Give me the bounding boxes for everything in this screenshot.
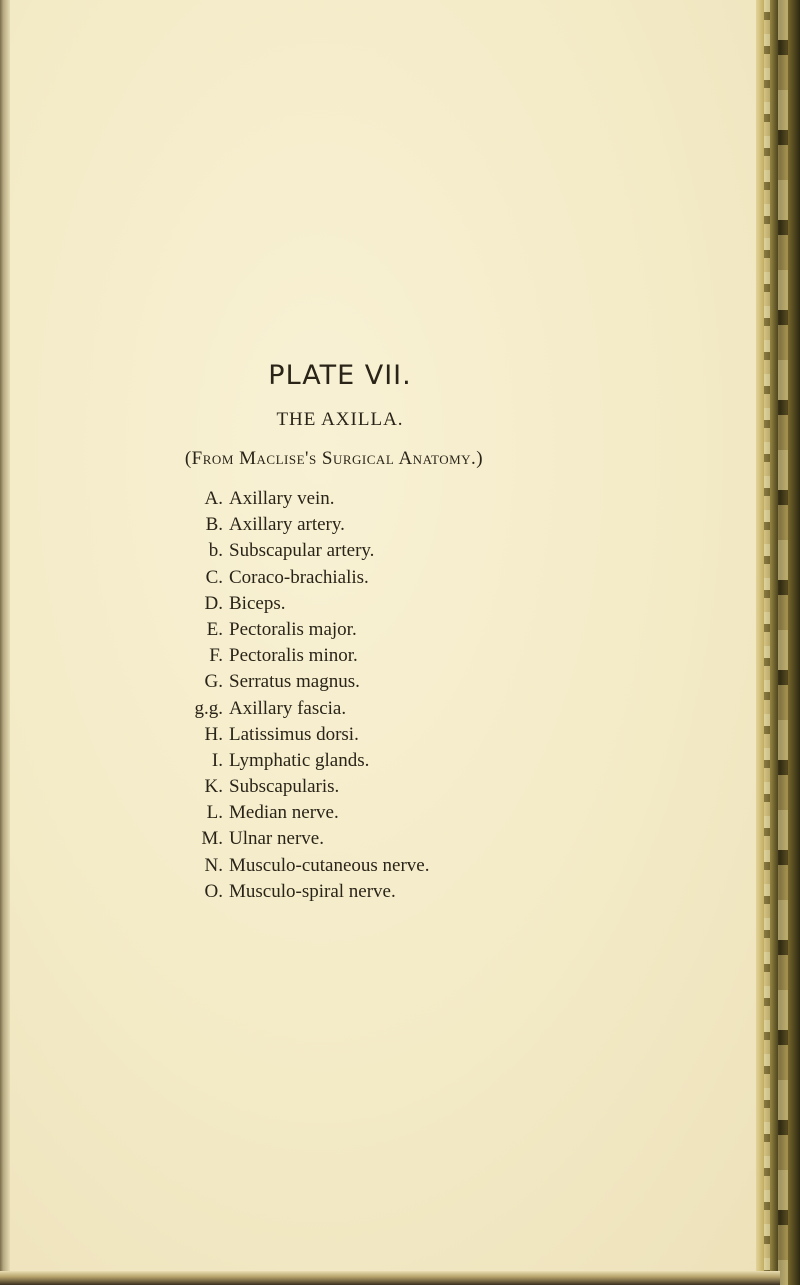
legend-key: L. [206, 802, 223, 824]
legend-label: Ulnar nerve. [229, 828, 324, 850]
legend-item [186, 853, 546, 879]
plate-source-note: (From Maclise's Surgical Anatomy.) [184, 448, 484, 469]
legend-label: Axillary fascia. [229, 697, 347, 719]
legend-item [186, 565, 546, 591]
legend-key: G. [204, 671, 223, 693]
legend-item [186, 486, 546, 512]
legend-item [186, 879, 546, 905]
legend-item [186, 722, 546, 748]
legend-item [186, 669, 546, 695]
legend-label: Musculo-cutaneous nerve. [229, 854, 430, 876]
legend-key: C. [205, 566, 223, 588]
legend-key: N. [204, 854, 223, 876]
legend-label: Pectoralis minor. [229, 645, 358, 667]
legend-key: H. [204, 723, 223, 745]
legend-key: E. [206, 618, 223, 640]
legend-item [186, 512, 546, 538]
legend-item [186, 800, 546, 826]
legend-key: D. [204, 592, 223, 614]
legend-label: Latissimus dorsi. [229, 723, 359, 745]
legend-label: Serratus magnus. [229, 671, 360, 693]
plate-subtitle: THE AXILLA. [276, 409, 404, 430]
legend-key: I. [211, 749, 223, 771]
legend-label: Axillary vein. [229, 488, 335, 509]
legend-item [186, 696, 546, 722]
legend-label: Lymphatic glands. [229, 749, 370, 771]
legend-item [186, 774, 546, 800]
legend-label: Pectoralis major. [229, 618, 357, 640]
legend-item [186, 748, 546, 774]
legend-key: g.g. [194, 697, 223, 719]
legend-label: Coraco-brachialis. [229, 566, 369, 588]
plate-title: PLATE VII. [268, 360, 412, 391]
legend-key: B. [205, 514, 223, 536]
legend-label: Musculo-spiral nerve. [229, 880, 396, 902]
legend-item [186, 617, 546, 643]
legend-key: M. [201, 828, 223, 850]
legend-key: K. [204, 776, 223, 798]
page-bottom-edge [0, 1271, 780, 1285]
legend-label: Subscapular artery. [229, 540, 375, 562]
legend-key: A. [204, 488, 223, 509]
book-fore-edge [756, 0, 800, 1285]
legend-label: Axillary artery. [229, 514, 345, 536]
legend-item [186, 826, 546, 852]
plate-legend [186, 486, 546, 905]
legend-key: b. [208, 540, 223, 562]
legend-key: O. [204, 880, 223, 902]
legend-item [186, 538, 546, 564]
page-left-edge [0, 0, 10, 1285]
legend-label: Subscapularis. [229, 776, 340, 798]
legend-label: Biceps. [229, 592, 286, 614]
legend-item [186, 591, 546, 617]
legend-label: Median nerve. [229, 802, 339, 824]
legend-key: F. [209, 645, 223, 667]
legend-item [186, 643, 546, 669]
